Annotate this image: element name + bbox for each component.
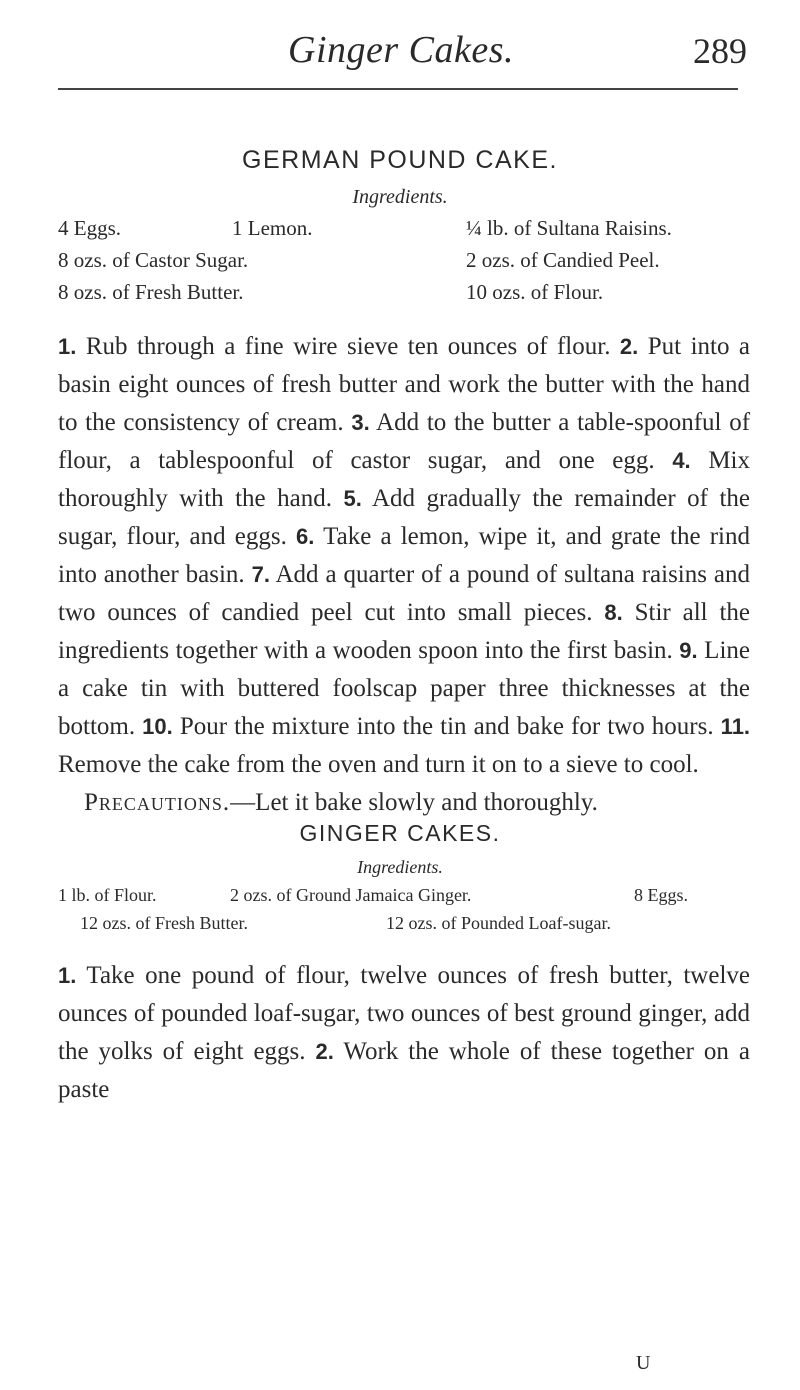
step-text: Stir all the ingredients together with a wooden spoon into the first basin.: [58, 599, 751, 664]
recipe-title-ginger-cakes: GINGER CAKES.: [299, 820, 501, 846]
step-number: 10.: [142, 714, 173, 739]
step-number: 8.: [604, 600, 623, 625]
ingredient-item: 8 ozs. of Castor Sugar.: [58, 248, 249, 272]
instructions-ginger: [58, 957, 750, 1109]
step-number: 4.: [672, 448, 691, 473]
ingredient-item: 10 ozs. of Flour.: [466, 280, 604, 304]
step-text: Rub through a fine wire sieve ten ounces of flour.: [85, 333, 611, 360]
step-number: 6.: [296, 524, 315, 549]
precautions-label: Precautions.: [84, 789, 231, 816]
ingredient-item: 8 Eggs.: [634, 885, 688, 905]
ingredient-item: 12 ozs. of Pounded Loaf-sugar.: [386, 913, 611, 933]
step-number: 3.: [351, 410, 370, 435]
step-text: Line a cake tin with buttered foolscap paper three thicknesses at the bottom.: [58, 637, 750, 740]
precautions-text: —Let it bake slowly and thoroughly.: [230, 789, 598, 816]
step-text: Work the whole of these together on a paste: [58, 1038, 750, 1103]
ingredient-item: 12 ozs. of Fresh Butter.: [80, 913, 248, 933]
header-rule: [58, 88, 738, 90]
step-number: 1.: [58, 963, 77, 988]
step-text: Put into a basin eight ounces of fresh butter and work the butter with the hand to the consistency of cream.: [58, 333, 751, 436]
step-number: 9.: [679, 638, 698, 663]
step-text: Pour the mixture into the tin and bake for two hours.: [179, 713, 714, 740]
page-number: 289: [693, 31, 747, 71]
step-text: Add gradually the remainder of the sugar, flour, and eggs.: [58, 485, 751, 550]
step-text: Add a quarter of a pound of sultana raisins and two ounces of candied peel cut into small pieces.: [58, 561, 750, 626]
step-text: Take a lemon, wipe it, and grate the rind into another basin.: [58, 523, 750, 588]
ingredient-item: 1 Lemon.: [232, 216, 313, 240]
step-number: 2.: [315, 1039, 334, 1064]
step-number: 7.: [251, 562, 270, 587]
step-number: 2.: [619, 334, 639, 359]
recipe-title-german-pound-cake: GERMAN POUND CAKE.: [242, 146, 558, 174]
step-text: Take one pound of flour, twelve ounces of fresh butter, twelve ounces of pounded loaf-sugar, two ounces of best ground ginger, add the yolks of eight eggs.: [58, 962, 750, 1065]
printer-signature: U: [636, 1352, 651, 1374]
step-number: 11.: [720, 714, 751, 739]
ingredient-item: 1 lb. of Flour.: [58, 885, 157, 905]
ingredient-item: 2 ozs. of Candied Peel.: [466, 248, 660, 272]
step-text: Remove the cake from the oven and turn it on to a sieve to cool.: [58, 751, 699, 778]
ingredient-item: 8 ozs. of Fresh Butter.: [58, 280, 244, 304]
running-head: [0, 18, 800, 78]
running-title: Ginger Cakes.: [288, 29, 515, 71]
instructions-german: [58, 328, 750, 822]
step-text: Add to the butter a table-spoonful of flour, a tablespoonful of castor sugar, and one egg.: [58, 409, 751, 474]
ingredient-item: 2 ozs. of Ground Jamaica Ginger.: [230, 885, 472, 905]
ingredient-item: 4 Eggs.: [58, 216, 121, 240]
ingredients-label: Ingredients.: [357, 857, 443, 877]
ingredients-label: Ingredients.: [352, 186, 448, 208]
step-number: 1.: [58, 334, 77, 359]
step-text: Mix thoroughly with the hand.: [58, 447, 751, 512]
ingredient-item: ¼ lb. of Sultana Raisins.: [466, 216, 672, 240]
step-number: 5.: [343, 486, 362, 511]
